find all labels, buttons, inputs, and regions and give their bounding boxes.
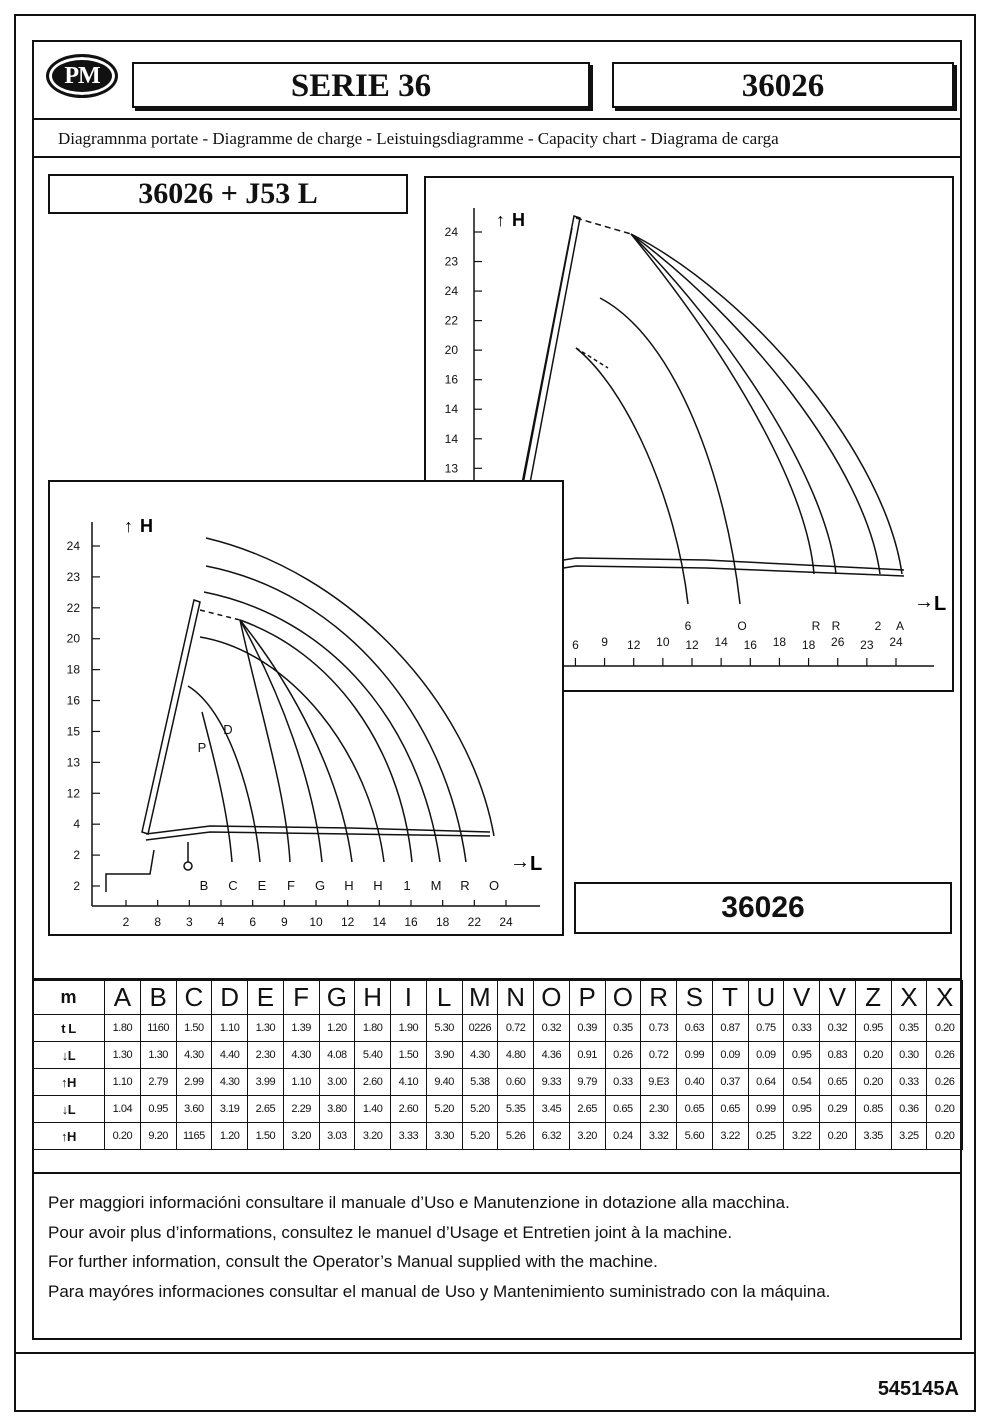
- table-column-header: M: [462, 981, 498, 1015]
- table-cell: 3.20: [569, 1123, 605, 1150]
- table-cell: 1.39: [283, 1015, 319, 1042]
- subtitle: Diagramnma portate - Diagramme de charge - Leistuingsdiagramme - Capacity chart - Diagrama de carga: [32, 118, 962, 158]
- table-cell: 3.90: [426, 1042, 462, 1069]
- left-curve-label: O: [488, 878, 500, 893]
- table-cell: 0.83: [820, 1042, 856, 1069]
- table-cell: 2.30: [248, 1042, 284, 1069]
- right-y-tick-label: 14: [444, 431, 458, 446]
- table-column-header: V: [820, 981, 856, 1015]
- table-cell: 0.20: [927, 1123, 963, 1150]
- table-cell: 0.95: [140, 1096, 176, 1123]
- left-hook: [184, 862, 192, 870]
- table-cell: 4.30: [283, 1042, 319, 1069]
- table-cell: 0.26: [927, 1069, 963, 1096]
- table-column-header: Z: [855, 981, 891, 1015]
- table-cell: 0.33: [784, 1015, 820, 1042]
- table-cell: 0.54: [784, 1069, 820, 1096]
- right-y-tick-label: 24: [444, 284, 458, 299]
- left-l-label: L: [530, 853, 543, 875]
- table-column-header: C: [176, 981, 212, 1015]
- right-curve-2: [631, 234, 880, 574]
- right-y-tick-label: 16: [444, 372, 458, 387]
- left-base: [106, 850, 154, 892]
- logo-text: PM: [64, 63, 100, 89]
- right-curve-dash: [576, 218, 631, 234]
- right-curve-label: O: [737, 619, 747, 633]
- table-column-header: L: [426, 981, 462, 1015]
- right-x-tick-label: 23: [860, 638, 874, 652]
- left-curve-label: H: [373, 878, 383, 893]
- table-cell: 5.20: [462, 1096, 498, 1123]
- right-x-tick-label: 9: [601, 635, 608, 649]
- left-curve-label: E: [257, 878, 267, 893]
- right-x-tick-label: 12: [685, 638, 699, 652]
- left-y-tick-label: 13: [66, 755, 80, 770]
- table-cell: 0.39: [569, 1015, 605, 1042]
- document-code: 545145A: [877, 1378, 959, 1400]
- table-column-header: N: [498, 981, 534, 1015]
- left-x-tick-label: 2: [122, 915, 130, 929]
- table-cell: 1.30: [248, 1015, 284, 1042]
- table-row: [33, 1096, 963, 1123]
- table-cell: 0.37: [712, 1069, 748, 1096]
- table-cell: 9.E3: [641, 1069, 677, 1096]
- table-cell: 5.35: [498, 1096, 534, 1123]
- left-curve-8: [240, 620, 290, 862]
- table-cell: 4.30: [176, 1042, 212, 1069]
- table-cell: 5.40: [355, 1042, 391, 1069]
- table-cell: 2.30: [641, 1096, 677, 1123]
- capacity-table-wrap: [32, 978, 962, 1174]
- table-cell: 2.65: [248, 1096, 284, 1123]
- table-cell: 2.60: [391, 1096, 427, 1123]
- note-italian: Per maggiori informacióni consultare il manuale d’Uso e Manutenzione in dotazione alla macchina.: [48, 1193, 790, 1212]
- table-cell: 2.99: [176, 1069, 212, 1096]
- left-curve-label: 1: [403, 878, 411, 893]
- table-row: [33, 1015, 963, 1042]
- left-x-tick-label: 10: [309, 915, 323, 929]
- series-title: SERIE 36: [132, 62, 590, 108]
- table-cell: 1.30: [105, 1042, 141, 1069]
- table-cell: 1.30: [140, 1042, 176, 1069]
- left-inner-label: P: [197, 740, 207, 755]
- left-x-tick-label: 18: [435, 915, 450, 929]
- table-cell: 9.79: [569, 1069, 605, 1096]
- left-x-tick-label: 14: [372, 915, 387, 929]
- table-cell: 2.65: [569, 1096, 605, 1123]
- configuration-label: 36026 + J53 L: [48, 174, 408, 214]
- table-cell: 0.85: [855, 1096, 891, 1123]
- left-curve-label: H: [344, 878, 354, 893]
- table-cell: 0.09: [748, 1042, 784, 1069]
- table-column-header: S: [677, 981, 713, 1015]
- table-cell: 0.20: [855, 1042, 891, 1069]
- table-cell: 1.20: [319, 1015, 355, 1042]
- table-cell: 0226: [462, 1015, 498, 1042]
- table-cell: 0.65: [677, 1096, 713, 1123]
- table-cell: 0.36: [891, 1096, 927, 1123]
- right-x-tick-label: 6: [572, 638, 579, 652]
- right-curve-4: [631, 234, 814, 574]
- right-curve-3: [631, 234, 836, 574]
- table-cell: 1.04: [105, 1096, 141, 1123]
- table-cell: 3.20: [283, 1123, 319, 1150]
- table-cell: 0.95: [855, 1015, 891, 1042]
- table-cell: 1.50: [176, 1015, 212, 1042]
- left-x-tick-label: 8: [154, 915, 162, 929]
- bottom-divider: [14, 1352, 976, 1354]
- table-cell: 0.99: [748, 1096, 784, 1123]
- table-cell: 0.09: [712, 1042, 748, 1069]
- right-curve-label: 6: [684, 619, 692, 633]
- table-cell: 3.80: [319, 1096, 355, 1123]
- left-curve-outer: [206, 538, 494, 836]
- table-cell: 0.20: [855, 1069, 891, 1096]
- table-cell: 0.33: [891, 1069, 927, 1096]
- table-cell: 5.20: [426, 1096, 462, 1123]
- table-cell: 5.60: [677, 1123, 713, 1150]
- left-x-tick-label: 3: [185, 915, 193, 929]
- table-column-header: V: [784, 981, 820, 1015]
- table-cell: 0.20: [105, 1123, 141, 1150]
- table-cell: 9.33: [534, 1069, 570, 1096]
- table-cell: 0.63: [677, 1015, 713, 1042]
- left-curve-label: C: [228, 878, 238, 893]
- table-cell: 0.26: [927, 1042, 963, 1069]
- table-column-header: X: [927, 981, 963, 1015]
- table-cell: 0.91: [569, 1042, 605, 1069]
- right-y-tick-label: 23: [444, 254, 458, 269]
- table-row: [33, 1069, 963, 1096]
- left-curve-3: [204, 592, 440, 862]
- table-cell: 4.08: [319, 1042, 355, 1069]
- table-cell: 1.40: [355, 1096, 391, 1123]
- table-cell: 3.20: [355, 1123, 391, 1150]
- table-cell: 1.80: [105, 1015, 141, 1042]
- table-column-header: G: [319, 981, 355, 1015]
- left-curve-9: [188, 686, 260, 862]
- left-h-label: H: [140, 516, 153, 536]
- table-cell: 5.38: [462, 1069, 498, 1096]
- left-y-tick-label: 23: [66, 569, 80, 584]
- right-l-arrow: →: [914, 591, 934, 613]
- table-cell: 1165: [176, 1123, 212, 1150]
- right-x-tick-label: 18: [772, 635, 787, 649]
- left-y-tick-label: 2: [73, 848, 80, 863]
- table-cell: 0.20: [927, 1096, 963, 1123]
- table-cell: 3.22: [784, 1123, 820, 1150]
- table-cell: 3.03: [319, 1123, 355, 1150]
- table-cell: 0.33: [605, 1069, 641, 1096]
- left-l-arrow: →: [510, 851, 530, 873]
- right-y-tick-label: 13: [444, 461, 458, 476]
- table-cell: 0.73: [641, 1015, 677, 1042]
- table-cell: 1.80: [355, 1015, 391, 1042]
- left-curve-dash: [200, 610, 240, 620]
- table-cell: 0.87: [712, 1015, 748, 1042]
- table-cell: 1.10: [212, 1015, 248, 1042]
- right-curve-label: A: [895, 619, 905, 633]
- diagram-left-svg: [50, 482, 562, 934]
- right-y-tick-label: 22: [444, 313, 458, 328]
- table-cell: 9.40: [426, 1069, 462, 1096]
- table-cell: 2.60: [355, 1069, 391, 1096]
- right-x-tick-label: 26: [831, 635, 845, 649]
- table-cell: 1.50: [248, 1123, 284, 1150]
- table-cell: 0.29: [820, 1096, 856, 1123]
- left-boom: [142, 600, 200, 834]
- table-cell: 0.32: [820, 1015, 856, 1042]
- table-cell: 0.65: [820, 1069, 856, 1096]
- left-curve-label: M: [430, 878, 442, 893]
- table-row-header: ↑H: [33, 1123, 105, 1150]
- table-column-header: F: [283, 981, 319, 1015]
- right-x-tick-label: 14: [714, 635, 728, 649]
- right-curve-label: 2: [874, 619, 882, 633]
- table-row-header: t L: [33, 1015, 105, 1042]
- right-l-label: L: [934, 593, 947, 615]
- table-cell: 3.99: [248, 1069, 284, 1096]
- table-cell: 1.20: [212, 1123, 248, 1150]
- manual-notes: [48, 1188, 958, 1306]
- left-y-tick-label: 24: [66, 539, 80, 553]
- left-x-tick-label: 6: [249, 915, 257, 929]
- table-cell: 4.80: [498, 1042, 534, 1069]
- left-h-arrow: ↑: [124, 516, 133, 536]
- note-spanish: Para mayóres informaciones consultar el manual de Uso y Mantenimiento suministrado con la máquina.: [48, 1281, 831, 1301]
- table-corner-header: m: [33, 981, 105, 1015]
- table-cell: 4.30: [462, 1042, 498, 1069]
- right-y-tick-label: 20: [444, 343, 458, 358]
- table-row-header: ↓L: [33, 1096, 105, 1123]
- table-cell: 1.90: [391, 1015, 427, 1042]
- right-y-tick-label: 14: [444, 402, 458, 417]
- left-curve-label: R: [460, 878, 470, 893]
- right-curve-dash-2: [576, 348, 608, 368]
- right-h-label: H: [512, 210, 525, 230]
- table-cell: 0.75: [748, 1015, 784, 1042]
- left-y-tick-label: 2: [73, 879, 80, 893]
- table-cell: 3.19: [212, 1096, 248, 1123]
- table-cell: 0.99: [677, 1042, 713, 1069]
- table-row-header: ↓L: [33, 1042, 105, 1069]
- table-cell: 0.72: [641, 1042, 677, 1069]
- table-cell: 3.60: [176, 1096, 212, 1123]
- table-row: [33, 1123, 963, 1150]
- left-x-tick-label: 24: [499, 915, 513, 929]
- table-cell: 1.10: [283, 1069, 319, 1096]
- table-cell: 2.79: [140, 1069, 176, 1096]
- table-header-row: [33, 981, 963, 1015]
- capacity-diagram-standard: [48, 480, 564, 936]
- table-column-header: U: [748, 981, 784, 1015]
- table-cell: 2.29: [283, 1096, 319, 1123]
- table-cell: 3.45: [534, 1096, 570, 1123]
- left-x-tick-label: 4: [217, 915, 225, 929]
- left-curve-label: B: [199, 878, 209, 893]
- table-cell: 3.25: [891, 1123, 927, 1150]
- table-cell: 0.60: [498, 1069, 534, 1096]
- left-inner-label: D: [223, 722, 233, 737]
- note-english: For further information, consult the Operator’s Manual supplied with the machine.: [48, 1252, 658, 1271]
- left-x-tick-label: 22: [467, 915, 482, 929]
- left-x-tick-label: 12: [340, 915, 355, 929]
- table-cell: 1160: [140, 1015, 176, 1042]
- table-cell: 1.10: [105, 1069, 141, 1096]
- table-column-header: X: [891, 981, 927, 1015]
- table-column-header: B: [140, 981, 176, 1015]
- right-curve-label: R: [811, 619, 821, 633]
- table-cell: 5.26: [498, 1123, 534, 1150]
- left-curve-label: G: [314, 878, 326, 893]
- table-cell: 0.35: [891, 1015, 927, 1042]
- right-curve-label: R: [831, 619, 841, 633]
- table-column-header: D: [212, 981, 248, 1015]
- table-cell: 0.24: [605, 1123, 641, 1150]
- right-h-arrow: ↑: [496, 210, 505, 230]
- left-curve-4: [240, 620, 412, 862]
- table-cell: 4.30: [212, 1069, 248, 1096]
- left-y-tick-label: 12: [66, 786, 80, 801]
- left-y-tick-label: 16: [66, 693, 80, 708]
- table-cell: 4.10: [391, 1069, 427, 1096]
- table-cell: 0.32: [534, 1015, 570, 1042]
- table-cell: 0.95: [784, 1042, 820, 1069]
- right-x-tick-label: 24: [889, 635, 903, 649]
- table-cell: 0.64: [748, 1069, 784, 1096]
- model-code: 36026: [612, 62, 954, 108]
- table-cell: 0.20: [927, 1015, 963, 1042]
- table-cell: 0.72: [498, 1015, 534, 1042]
- table-column-header: I: [391, 981, 427, 1015]
- pm-logo: [46, 54, 118, 98]
- table-cell: 0.65: [712, 1096, 748, 1123]
- table-cell: 1.50: [391, 1042, 427, 1069]
- table-column-header: P: [569, 981, 605, 1015]
- table-row-header: ↑H: [33, 1069, 105, 1096]
- table-cell: 4.40: [212, 1042, 248, 1069]
- table-cell: 3.30: [426, 1123, 462, 1150]
- left-x-tick-label: 16: [404, 915, 418, 929]
- right-x-tick-label: 10: [656, 635, 670, 649]
- table-cell: 3.32: [641, 1123, 677, 1150]
- table-cell: 3.33: [391, 1123, 427, 1150]
- table-cell: 0.20: [820, 1123, 856, 1150]
- table-row: [33, 1042, 963, 1069]
- table-cell: 9.20: [140, 1123, 176, 1150]
- left-curve-label: F: [287, 878, 295, 893]
- table-column-header: T: [712, 981, 748, 1015]
- table-cell: 6.32: [534, 1123, 570, 1150]
- left-curve-2: [206, 566, 466, 862]
- table-cell: 0.30: [891, 1042, 927, 1069]
- table-cell: 4.36: [534, 1042, 570, 1069]
- table-cell: 5.30: [426, 1015, 462, 1042]
- table-cell: 0.40: [677, 1069, 713, 1096]
- left-y-tick-label: 22: [66, 600, 80, 615]
- table-column-header: H: [355, 981, 391, 1015]
- capacity-table: [32, 980, 963, 1150]
- table-cell: 0.65: [605, 1096, 641, 1123]
- right-x-tick-label: 16: [743, 638, 757, 652]
- left-y-tick-label: 4: [73, 817, 80, 832]
- table-column-header: A: [105, 981, 141, 1015]
- right-x-tick-label: 12: [627, 638, 641, 652]
- table-column-header: O: [605, 981, 641, 1015]
- table-cell: 0.25: [748, 1123, 784, 1150]
- model-label-2: 36026: [574, 882, 952, 934]
- table-cell: 5.20: [462, 1123, 498, 1150]
- table-column-header: R: [641, 981, 677, 1015]
- left-y-tick-label: 20: [66, 631, 80, 646]
- table-cell: 3.22: [712, 1123, 748, 1150]
- left-y-tick-label: 15: [66, 724, 80, 739]
- right-x-tick-label: 18: [801, 638, 816, 652]
- left-y-tick-label: 18: [66, 662, 80, 677]
- table-cell: 0.95: [784, 1096, 820, 1123]
- table-cell: 3.35: [855, 1123, 891, 1150]
- table-column-header: E: [248, 981, 284, 1015]
- right-y-tick-label: 24: [444, 225, 458, 239]
- left-x-tick-label: 9: [280, 915, 288, 929]
- note-french: Pour avoir plus d’informations, consultez le manuel d’Usage et Entretien joint à la machine.: [48, 1222, 733, 1242]
- table-cell: 0.35: [605, 1015, 641, 1042]
- table-cell: 3.00: [319, 1069, 355, 1096]
- table-column-header: O: [534, 981, 570, 1015]
- table-cell: 0.26: [605, 1042, 641, 1069]
